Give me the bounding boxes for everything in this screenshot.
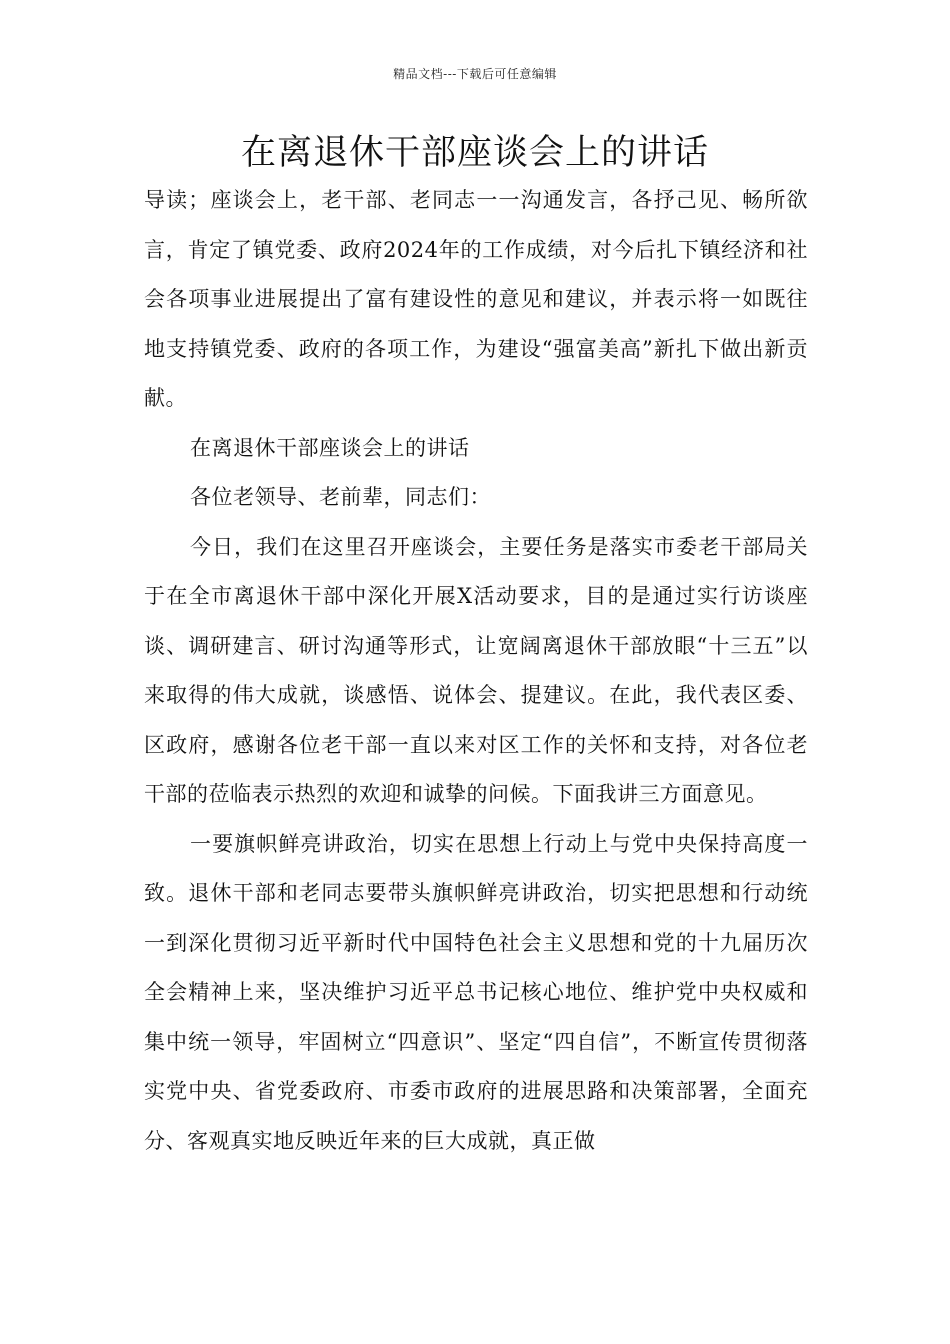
document-body <box>144 176 808 1166</box>
intro-paragraph: 导读；座谈会上，老干部、老同志一一沟通发言，各抒己见、畅所欲言，肯定了镇党委、政府2024年的工作成绩，对今后扎下镇经济和社会各项事业进展提出了富有建设性的意见和建议，并表示将一如既往地支持镇党委、政府的各项工作，为建设“强富美高”新扎下做出新贡献。 <box>144 188 808 410</box>
header-note: 精品文档---下载后可任意编辑 <box>393 67 557 81</box>
body-paragraph: 一要旗帜鲜亮讲政治，切实在思想上行动上与党中央保持高度一致。退休干部和老同志要带头旗帜鲜亮讲政治，切实把思想和行动统一到深化贯彻习近平新时代中国特色社会主义思想和党的十九届历次全会精神上来，坚决维护习近平总书记核心地位、维护党中央权威和集中统一领导，牢固树立“四意识”、坚定“四自信”，不断宣传贯彻落实党中央、省党委政府、市委市政府的进展思路和决策部署，全面充分、客观真实地反映近年来的巨大成就，真正做 <box>144 831 808 1153</box>
document-title: 在离退休干部座谈会上的讲话 <box>240 133 709 173</box>
salutation: 各位老领导、老前辈，同志们： <box>190 485 491 509</box>
body-paragraph: 今日，我们在这里召开座谈会，主要任务是落实市委老干部局关于在全市离退休干部中深化开展X活动要求，目的是通过实行访谈座谈、调研建言、研讨沟通等形式，让宽阔离退休干部放眼“十三五”以来取得的伟大成就，谈感悟、说体会、提建议。在此，我代表区委、区政府，感谢各位老干部一直以来对区工作的关怀和支持，对各位老干部的莅临表示热烈的欢迎和诚挚的问候。下面我讲三方面意见。 <box>144 534 808 806</box>
speech-subtitle: 在离退休干部座谈会上的讲话 <box>190 435 470 460</box>
